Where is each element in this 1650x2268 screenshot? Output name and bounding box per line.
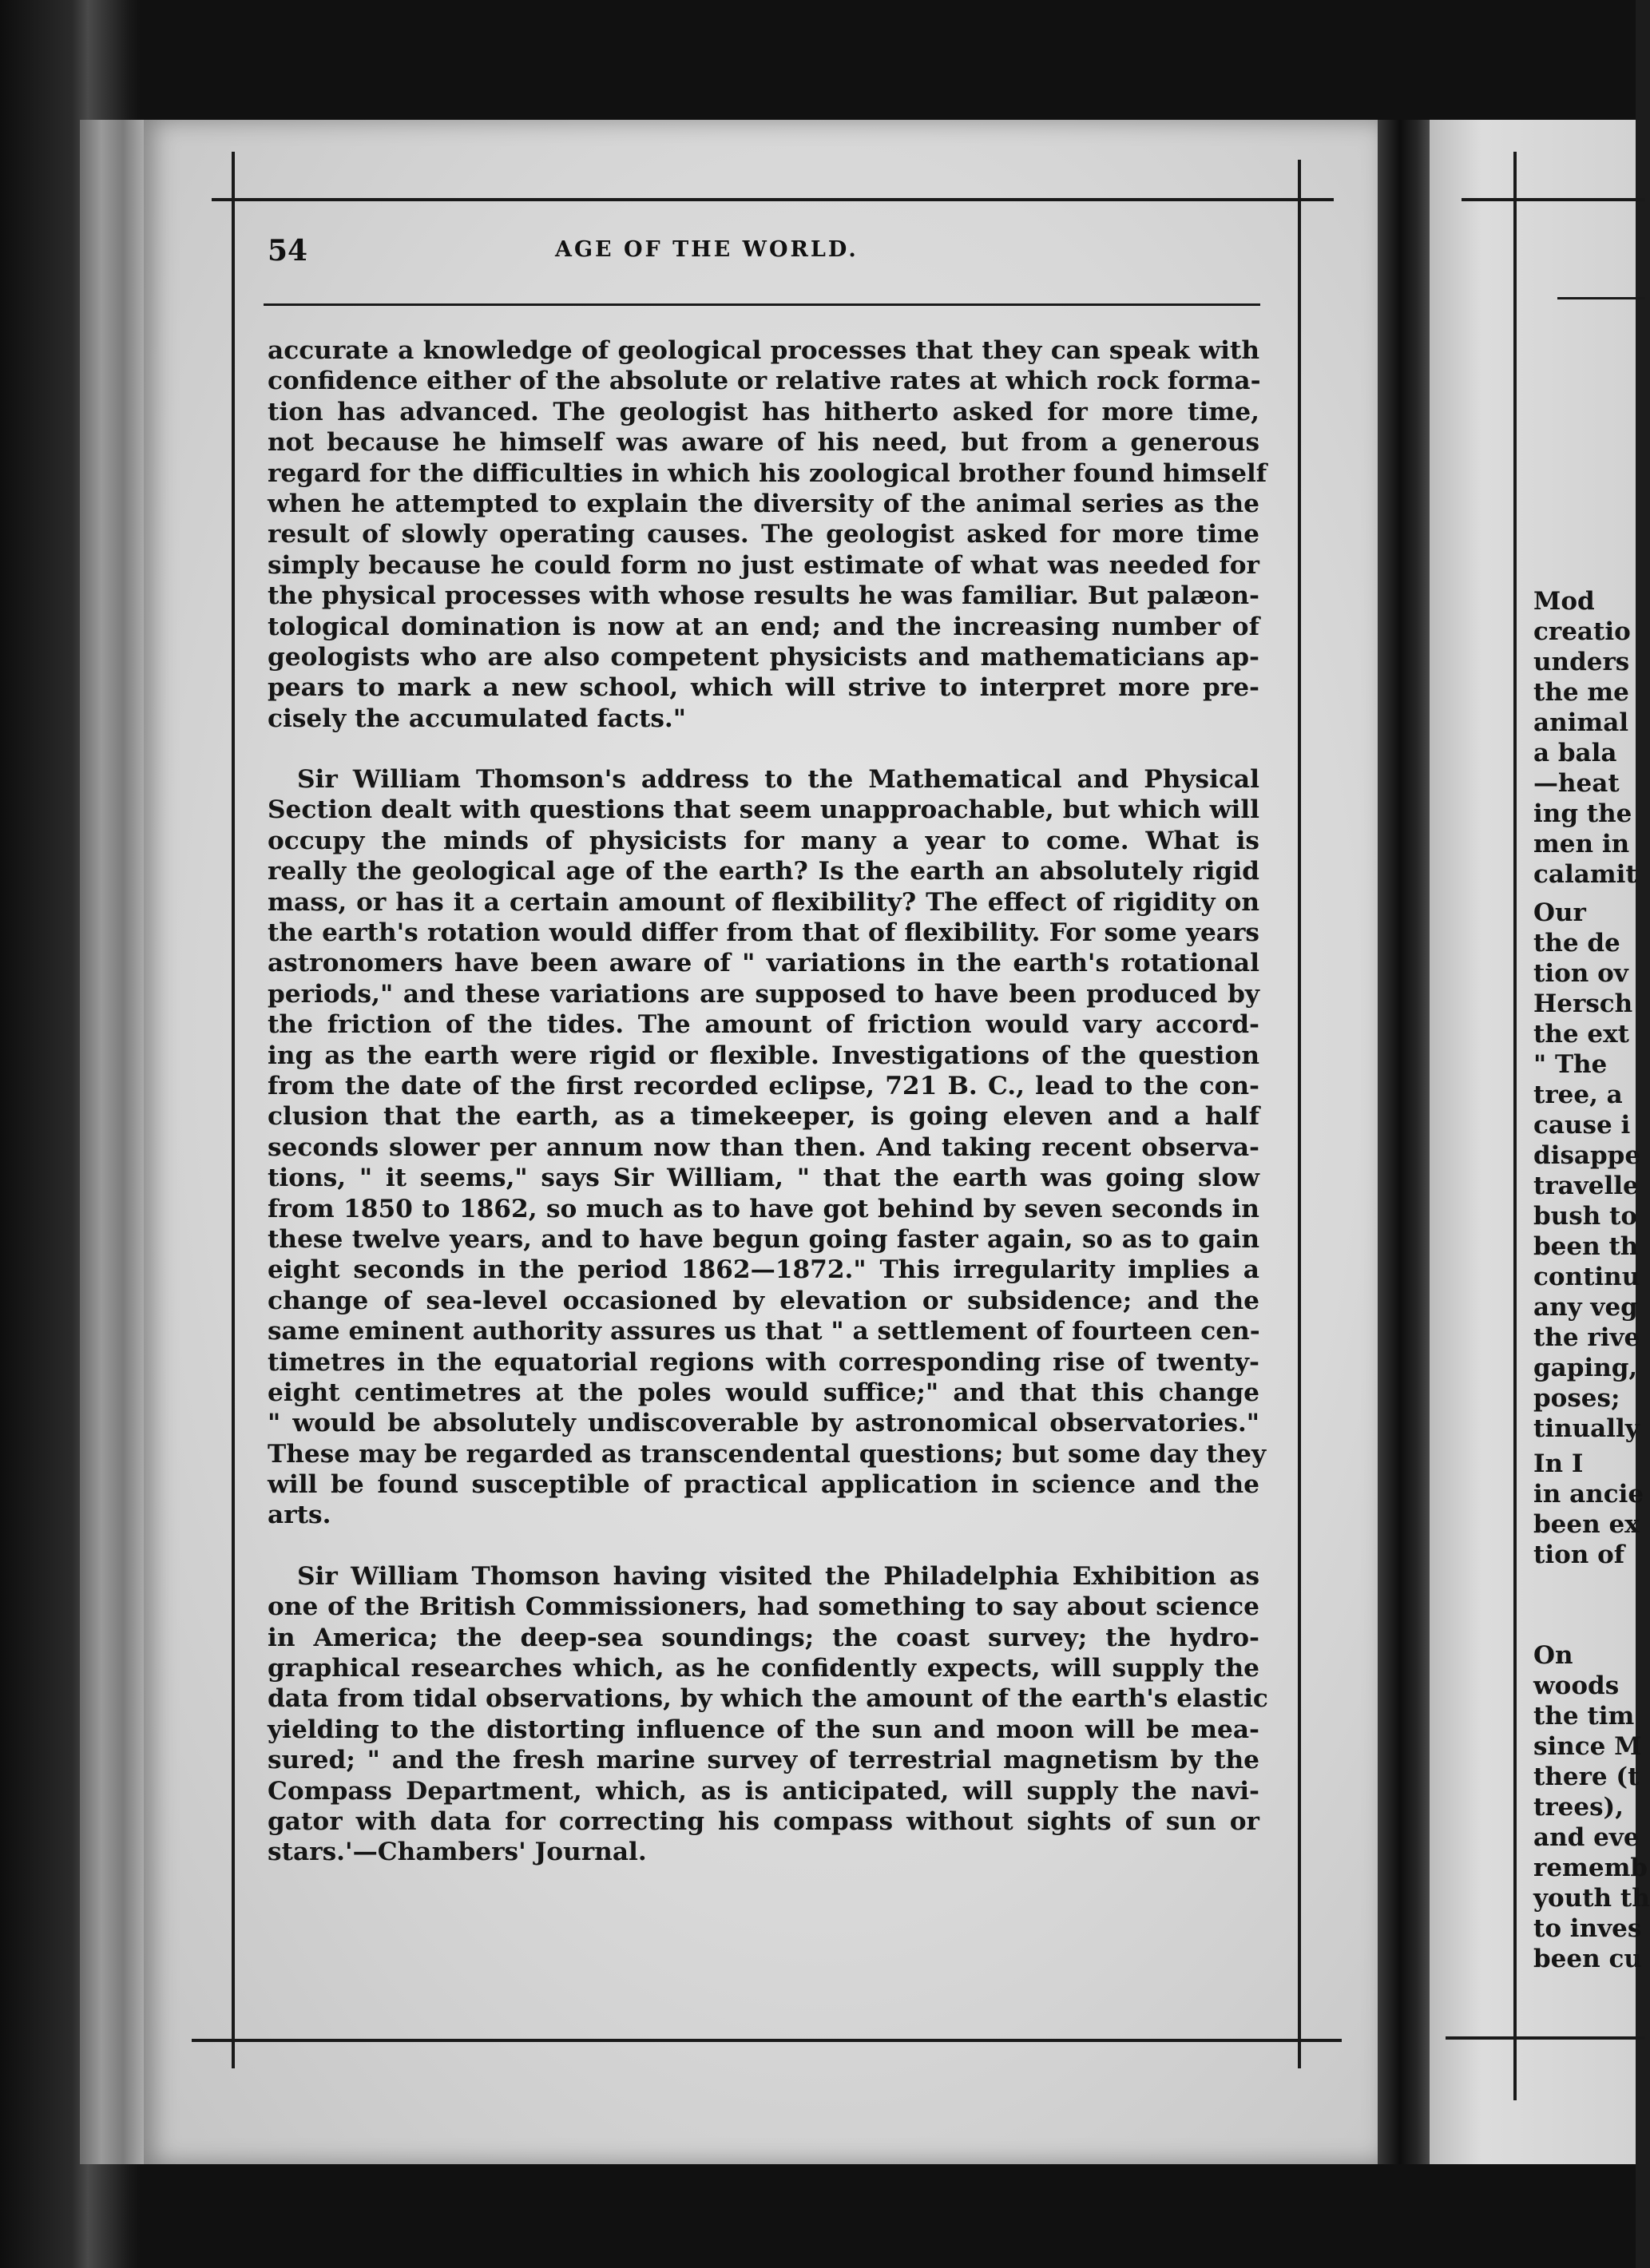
facing-page-border-left xyxy=(1513,152,1517,2100)
facing-page-line: a bala xyxy=(1533,739,1617,767)
text-line: accurate a knowledge of geological processes that they can speak with xyxy=(268,336,1259,365)
text-line: pears to mark a new school, which will strive to interpret more pre- xyxy=(268,673,1259,703)
facing-page-line: been ex xyxy=(1533,1510,1640,1539)
text-line: regard for the difficulties in which his zoological brother found himself xyxy=(268,458,1267,488)
paragraph-gap xyxy=(268,1531,1259,1561)
text-line: yielding to the distorting influence of the sun and moon will be mea- xyxy=(268,1715,1259,1744)
book-gutter xyxy=(1378,120,1434,2164)
facing-page-line: bush to xyxy=(1533,1202,1637,1231)
facing-page-border-top xyxy=(1462,198,1645,201)
text-line: tological domination is now at an end; and the increasing number of xyxy=(268,612,1259,641)
facing-page-line: in ancie xyxy=(1533,1480,1644,1509)
paragraph xyxy=(268,1561,1268,1868)
facing-page-line: animal xyxy=(1533,708,1629,737)
facing-page-line: the de xyxy=(1533,929,1620,958)
facing-page-line: tion ov xyxy=(1533,959,1628,988)
running-title: AGE OF THE WORLD. xyxy=(555,237,859,262)
facing-page-line: been cu xyxy=(1533,1945,1642,1973)
running-head xyxy=(268,234,1258,274)
facing-page-line: Hersch xyxy=(1533,989,1633,1018)
facing-page-line: creatio xyxy=(1533,617,1631,646)
facing-page-line: poses; xyxy=(1533,1384,1620,1413)
facing-page-line: tion of xyxy=(1533,1540,1625,1569)
page-number: 54 xyxy=(268,234,308,268)
facing-page-line: there (t xyxy=(1533,1762,1640,1791)
text-line: mass, or has it a certain amount of flexibility? The effect of rigidity on xyxy=(268,887,1259,917)
facing-page-line: Our xyxy=(1533,898,1586,927)
text-line: stars.'—Chambers' Journal. xyxy=(268,1838,647,1867)
facing-page-line: woods xyxy=(1533,1671,1620,1700)
facing-page-line: since M xyxy=(1533,1732,1642,1761)
facing-page-line: rememb xyxy=(1533,1854,1648,1882)
facing-page-line: travelle xyxy=(1533,1172,1639,1200)
text-line: one of the British Commissioners, had something to say about science xyxy=(268,1592,1259,1622)
text-line: ing as the earth were rigid or flexible. Investigations of the question xyxy=(268,1041,1259,1070)
text-line: change of sea-level occasioned by elevation or subsidence; and the xyxy=(268,1286,1259,1315)
text-line: same eminent authority assures us that " a settlement of fourteen cen- xyxy=(268,1317,1260,1346)
text-line: clusion that the earth, as a timekeeper, is going eleven and a half xyxy=(268,1102,1259,1132)
text-line: graphical researches which, as he confidently expects, will supply the xyxy=(268,1654,1259,1683)
text-line: Sir William Thomson having visited the Philadelphia Exhibition as xyxy=(297,1561,1259,1591)
text-line: tions, " it seems," says Sir William, " that the earth was going slow xyxy=(268,1164,1259,1193)
facing-page-line: " The xyxy=(1533,1050,1608,1079)
text-line: occupy the minds of physicists for many a year to come. What is xyxy=(268,826,1259,855)
page-border-top xyxy=(212,198,1334,201)
text-line: these twelve years, and to have begun going faster again, so as to gain xyxy=(268,1224,1259,1254)
facing-page-line: the ext xyxy=(1533,1020,1629,1049)
header-rule xyxy=(264,303,1260,306)
facing-page-line: been th xyxy=(1533,1232,1639,1261)
text-line: periods," and these variations are supposed to have been produced by xyxy=(268,979,1259,1009)
text-line: eight centimetres at the poles would suffice;" and that this change xyxy=(268,1378,1259,1407)
text-line: the earth's rotation would differ from that of flexibility. For some years xyxy=(268,918,1259,948)
text-line: These may be regarded as transcendental questions; but some day they xyxy=(268,1439,1267,1469)
book-page-right xyxy=(1430,120,1650,2164)
facing-page-line: tinually xyxy=(1533,1414,1640,1443)
facing-page-line: the me xyxy=(1533,678,1629,707)
facing-page-line: unders xyxy=(1533,648,1630,676)
text-line: astronomers have been aware of " variations in the earth's rotational xyxy=(268,949,1259,978)
text-line: arts. xyxy=(268,1501,331,1530)
page-border-right xyxy=(1298,160,1301,2068)
facing-page-header-rule xyxy=(1557,297,1645,299)
facing-page-line: calamit xyxy=(1533,860,1637,889)
text-line: really the geological age of the earth? Is the earth an absolutely rigid xyxy=(268,857,1259,886)
facing-page-line: cause i xyxy=(1533,1111,1631,1140)
facing-page-line: and eve xyxy=(1533,1823,1640,1852)
facing-page-line: to inves xyxy=(1533,1914,1642,1943)
text-line: Sir William Thomson's address to the Mathematical and Physical xyxy=(297,765,1259,795)
facing-page-line: the tim xyxy=(1533,1702,1635,1731)
text-line: the physical processes with whose results he was familiar. But palæon- xyxy=(268,581,1259,611)
text-line: the friction of the tides. The amount of friction would vary accord- xyxy=(268,1010,1259,1040)
text-line: cisely the accumulated facts." xyxy=(268,704,687,733)
text-line: tion has advanced. The geologist has hitherto asked for more time, xyxy=(268,397,1259,426)
text-line: in America; the deep-sea soundings; the coast survey; the hydro- xyxy=(268,1623,1259,1652)
text-line: seconds slower per annum now than then. And taking recent observa- xyxy=(268,1132,1259,1162)
text-line: not because he himself was aware of his need, but from a generous xyxy=(268,428,1259,458)
facing-page-line: —heat xyxy=(1533,769,1620,798)
facing-page-line: disappe xyxy=(1533,1141,1641,1170)
text-line: confidence either of the absolute or relative rates at which rock forma- xyxy=(268,367,1261,396)
facing-page-line: any veg xyxy=(1533,1293,1638,1322)
text-line: when he attempted to explain the diversity of the animal series as the xyxy=(268,489,1259,518)
facing-page-line: In I xyxy=(1533,1449,1584,1478)
text-line: from 1850 to 1862, so much as to have got behind by seven seconds in xyxy=(268,1194,1259,1223)
facing-page-line: continu xyxy=(1533,1263,1640,1291)
text-line: result of slowly operating causes. The geologist asked for more time xyxy=(268,520,1259,549)
text-line: data from tidal observations, by which the amount of the earth's elastic xyxy=(268,1684,1268,1714)
book-spine-edge xyxy=(80,120,152,2164)
text-line: sured; " and the fresh marine survey of terrestrial magnetism by the xyxy=(268,1746,1259,1775)
facing-page-line: tree, a xyxy=(1533,1080,1623,1109)
text-line: Section dealt with questions that seem unapproachable, but which will xyxy=(268,795,1259,825)
facing-page-line: ing the xyxy=(1533,799,1632,828)
paragraph xyxy=(268,335,1267,734)
facing-page-line: youth th xyxy=(1533,1884,1650,1913)
facing-page-line: Mod xyxy=(1533,587,1595,616)
text-line: simply because he could form no just estimate of what was needed for xyxy=(268,550,1259,580)
text-line: " would be absolutely undiscoverable by astronomical observatories." xyxy=(268,1409,1259,1438)
text-line: will be found susceptible of practical application in science and the xyxy=(268,1470,1259,1500)
text-line: geologists who are also competent physicists and mathematicians ap- xyxy=(268,642,1259,672)
text-line: from the date of the first recorded eclipse, 721 B. C., lead to the con- xyxy=(268,1071,1259,1100)
facing-page-line: trees), xyxy=(1533,1793,1624,1822)
text-line: eight seconds in the period 1862—1872." This irregularity implies a xyxy=(268,1255,1259,1285)
text-line: gator with data for correcting his compass without sights of sun or xyxy=(268,1806,1259,1836)
facing-page-line: men in xyxy=(1533,830,1630,858)
facing-page-line: gaping, xyxy=(1533,1354,1638,1382)
text-line: timetres in the equatorial regions with corresponding rise of twenty- xyxy=(268,1347,1259,1377)
article-body xyxy=(268,335,1268,1868)
facing-page-line: On xyxy=(1533,1641,1573,1670)
facing-page-border-bottom xyxy=(1446,2036,1645,2040)
page-border-left xyxy=(232,152,235,2068)
text-line: Compass Department, which, as is anticipated, will supply the navi- xyxy=(268,1776,1259,1806)
paragraph xyxy=(268,764,1267,1531)
facing-page-line: the rive xyxy=(1533,1323,1640,1352)
paragraph-gap xyxy=(268,734,1259,764)
page-border-bottom xyxy=(192,2039,1342,2042)
